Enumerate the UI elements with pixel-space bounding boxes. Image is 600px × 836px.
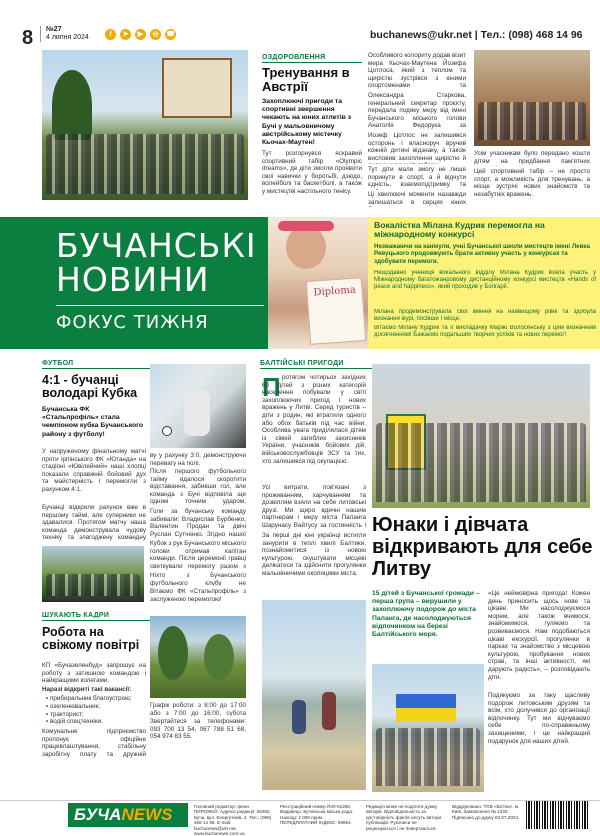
jobs-body-2: Комунальне підприємство пропонує офіційне працевлаштування, стабільну заробітну плату та дружній xyxy=(42,728,146,758)
jobs-body-4: Звертайтеся за телефонами: 093 700 13 54, 067 788 51 68, 054 974 83 55. xyxy=(150,718,246,740)
kid-shape xyxy=(322,692,336,730)
baltic-quote-2: Подякуємо за таку щасливу подорож литовським друзям та всім, хто долучився до організації відпочинку. Тут ми відчуваємо себе по-справжньому захищеними, і це найкращий подарунок для наших дітей. xyxy=(488,692,590,745)
milana-title: Вокалістка Мілана Кудрик перемогла на міжнародному конкурсі xyxy=(374,220,545,240)
girl-head-shape xyxy=(286,225,326,269)
baltic-dropcap: П xyxy=(262,372,281,402)
tree-shape xyxy=(158,626,188,680)
banner-title-line2: НОВИНИ xyxy=(56,260,210,299)
diploma-sheet xyxy=(306,277,366,345)
beach-photo xyxy=(262,600,366,790)
football-action-photo xyxy=(150,364,246,448)
issue-date: 4 липня 2024 xyxy=(46,34,89,41)
milana-body-2: Мілана продемонструвала свої вміння на найвищому рівні та здобула визнання журі, посівши I місце. xyxy=(374,309,596,323)
issue-info xyxy=(46,26,89,42)
instagram-icon[interactable]: ◎ xyxy=(150,29,161,40)
vacancy-item: • водій спецтехніки. xyxy=(46,718,146,726)
health-body-1: Тут розгорнувся яскравий спортивний табір «Olympic dreams», де діти змогли проявити свої навички у боротьбі, дзюдо, волейболі та баскетболі, а також у мистецтві настільного тенісу. xyxy=(262,150,362,195)
baltic-body-2: Усі витрати, пов'язані з проживанням, харчуванням та дозвіллям взяли на себе литовські друзі. Ми щиро вдячні нашим партнерам і меру міста Паланга Шарунасу Вайтусу за гостинність і xyxy=(262,484,366,529)
youtube-icon[interactable]: ▶ xyxy=(135,29,146,40)
health-body-7: Усім учасникам було передано кошти дітям на придбання пам'ятних xyxy=(474,150,590,165)
viber-icon[interactable]: ☎ xyxy=(166,31,175,38)
flower-wreath-shape xyxy=(278,221,334,231)
page-number: 8 xyxy=(22,27,34,49)
milana-photo xyxy=(268,217,368,349)
health-lead: Захоплюючі пригоди та спортивні звершення чекають на юних атлетів з Бучі у мальовничому австрійському містечку Кьочах-Маутен! xyxy=(262,98,352,147)
player-shape xyxy=(184,390,210,436)
baltic-title: Юнаки і дівчата відкривають для себе Литву xyxy=(372,514,593,580)
jobs-section-label: ШУКАЮТЬ КАДРИ xyxy=(42,612,246,621)
banner-title-line1: БУЧАНСЬКІ xyxy=(56,226,257,265)
jobs-list-title: Наразі відкриті такі вакансії: xyxy=(42,686,132,693)
health-body-2: Особливого колориту додав візит мера Кьочах-Маутена Йозефа Цотлоса, який з теплом та щирістю зустрівся з юними спортсменами та xyxy=(368,52,466,90)
building-shape xyxy=(162,58,232,118)
header-contact[interactable]: buchanews@ukr.net | Тел.: (098) 468 14 96 xyxy=(370,29,583,41)
baltic-quote-1: «Це неймовірна пригода! Кожен день приносить щось нове та цікаве. Ми насолоджуємося морем, але також вчимося, знайомимося, гуляємо та розвиваємося. Нам подобаються цікаві екскурсії, прогулянки в парках та знайомство з місцевою культурою, пробування нових страв, та інші активності, які дарують радість», – розповідають діти. xyxy=(488,590,590,681)
jobs-title: Робота на свіжому повітрі xyxy=(42,625,140,653)
football-section-label: ФУТБОЛ xyxy=(42,360,246,369)
health-body-5: Тут діти мали змогу не лише поринути в спорт, а й відчути єдність, взаємопідтримку та xyxy=(368,166,466,189)
health-body-8: Цей спортивний табір – не просто спорт, а можливість для тренувань, а місце зустрічі нових знайомств та незабутніх вражень. xyxy=(474,168,590,198)
football-body-2: Бучанці відкрили рахунок вже в першому таймі, але суперники не здавалися. Протягом матчу наша команда демонструвала чудову техніку та злагоджену командну xyxy=(42,504,146,542)
football-body-5: Голи за бучанську команду забивали: Владислав Бурбенко, Валентин Продан та двічі Руслан Сутченко. Згідно нашої xyxy=(150,508,246,538)
health-body-6: Ці хвилюючі моменти назавжди залишаться в серцях юних xyxy=(368,191,466,206)
logo-accent: NEWS xyxy=(121,805,173,824)
footer-disclaimer: Редакція може не поділяти думку авторів. Відповідальність за достовірність фактів несуть автори публікацій. Рукописи не рецензуються і не повертаються. xyxy=(366,804,442,831)
kid-shape xyxy=(292,700,306,734)
bucha-news-logo xyxy=(68,803,188,827)
health-body-3: Олександра Старкова, генеральний секретар проєкту, передала подяку меру від імені Бучанського міського голови Анатолія Федорука за xyxy=(368,92,466,130)
jobs-body-3: Графік роботи: з 8:00 до 17:00 або з 7:00 до 16:00, субота xyxy=(150,702,246,716)
health-section-label: ОЗДОРОВЛЕННЯ xyxy=(262,54,362,63)
header-divider xyxy=(40,26,41,42)
health-body-4: Йозеф Цотлос не залишився осторонь і власноруч вручив кожній дитині відзнаку, а також висловив захоплення щирістю й xyxy=(368,132,466,162)
barcode xyxy=(526,801,588,829)
baltic-body-1: ротягом чотирьох західних 60 дітей з різних категорій населення побували у світі захоплюючих пригод і нових вражень у Литві. Серед туристів – діти з родин, які втратили одного або обох батьків під час війни. Особлива увага приділялася дітям із сімей загиблих захисників України, учасників бойових дій, військовослужбовців ЗСУ та тих, хто залишився під окупацією. xyxy=(262,374,366,465)
jobs-body-1: КП «Бучазеленбуд» запрошує на роботу з затишною командою і найкращими колегами. xyxy=(42,662,146,684)
football-body-3: ву у рахунку 3:0, демонструючи перевагу на полі. xyxy=(150,452,246,466)
football-body-6: Кубок з рук Бучанського міського голови отримав капітан команди. Після церемонії гравці святкували перемогу разом з xyxy=(150,540,246,570)
facebook-icon[interactable]: f xyxy=(105,29,116,40)
telegram-icon[interactable]: ➤ xyxy=(120,29,131,40)
football-body-1: У напруженому фінальному матчі проти ірпінського ФК «Ютанда» на стадіоні «Ювілейний» наші хлопці показали справжній бойовий дух та майстерність і перемогли з рахунком 4:1. xyxy=(42,448,146,493)
milana-lead: Незважаючи на канікули, учні Бучанської школи мистецтв імені Левка Ревуцького продовжують брати активну участь у конкурсах та здобувати перемоги. xyxy=(374,243,590,265)
ukraine-flag-shape xyxy=(396,694,456,722)
ball-shape xyxy=(162,426,172,436)
football-body-8: Вітаємо ФК «Стальпрофіль» з заслуженою перемогою! xyxy=(150,588,246,603)
austria-group-photo xyxy=(42,50,248,200)
team-figures xyxy=(46,574,140,596)
football-lead: Бучанська ФК «Стальпрофіль» стала чемпіоном кубка Бучанського району з футболу! xyxy=(42,406,144,438)
banner-subtitle: ФОКУС ТИЖНЯ xyxy=(56,312,209,333)
football-body-7: Ніхто з Бучанського футбольного клубу не xyxy=(150,572,246,586)
kids-flag-photo xyxy=(372,664,484,792)
mayor-figures xyxy=(478,102,586,140)
baltic-group-photo xyxy=(372,364,590,508)
issue-number: №27 xyxy=(46,26,62,33)
jobs-vacancy-list xyxy=(46,695,146,726)
milana-body-3: Вітаємо Мілану Кудрик та її викладачку Марію Волосенську з цим визначним досягненням! Бажаємо подальших творчих успіхів та нових перемог! xyxy=(374,325,596,339)
diploma-label: Diploma xyxy=(313,284,357,299)
kids-figures xyxy=(376,728,480,786)
baltic-section-label: БАЛТІЙСЬКІ ПРИГОДИ xyxy=(260,360,590,369)
logo-main: БУЧА xyxy=(74,805,122,824)
park-photo xyxy=(150,616,246,698)
vacancy-item: • тракторист; xyxy=(46,711,146,719)
kids-figures xyxy=(376,423,586,502)
football-body-4: Після першого футбольного тайму вдалося скоротити відставання, забивши гол, але команда з Бучі відповіла ще одним точним ударом, xyxy=(150,468,246,506)
milana-body-1: Нещодавно учениця вокального відділу Мілана Кудрик взяла участь у Міжнародному багатожанровому дистанційному конкурсі мистецтв «Hands of peace and happiness», який проходив у Болгарії. xyxy=(374,270,596,291)
football-title: 4:1 - бучанці володарі Кубка xyxy=(42,373,138,401)
footer-registration: Реєстраційний номер R30-01306. Видавець: Бучанська міська рада. Наклад: 2 000 прим. ПЕРЕДПЛАТНИЙ ІНДЕКС: 99854 xyxy=(280,804,354,826)
tree-shape xyxy=(52,70,92,140)
vacancy-item: • прибиральник благоустрою; xyxy=(46,695,146,703)
footer-printing: Віддруковано: ТОВ «Вістка», м. Київ. Замовлення № 1230. Підписано до друку 03.07.2024. xyxy=(452,804,520,820)
footer-editorial: Головний редактор: Ірина ПИРОЖКО. Адреса редакції: 08292, Буча, вул. Енергетиків, 2. Тел.: (098) 468 14 96. E-mail: buchanews@ukr.net. www.buchanews.com.ua xyxy=(194,804,272,836)
group-figures xyxy=(46,134,244,194)
health-title: Тренування в Австрії xyxy=(262,65,350,94)
mayor-photo xyxy=(474,50,590,146)
football-team-photo xyxy=(42,546,144,602)
vacancy-item: • озеленювальник; xyxy=(46,703,146,711)
baltic-body-3: За перші дні юні українці встигли занурити в теплі хвилі Балтики, познайомитися із новою культурою, скуштувати місцеві делікатеси та здійснити прогулянки мальовничими околицями міста. xyxy=(262,532,366,577)
baltic-lead: 15 дітей з Бучанської громади – перша група – вирушили у захоплюючу подорож до міста Паланга, де насолоджуються відпочинком на березі Балтійського моря. xyxy=(372,590,480,639)
tree-shape xyxy=(204,634,234,680)
banner-divider xyxy=(56,305,264,306)
